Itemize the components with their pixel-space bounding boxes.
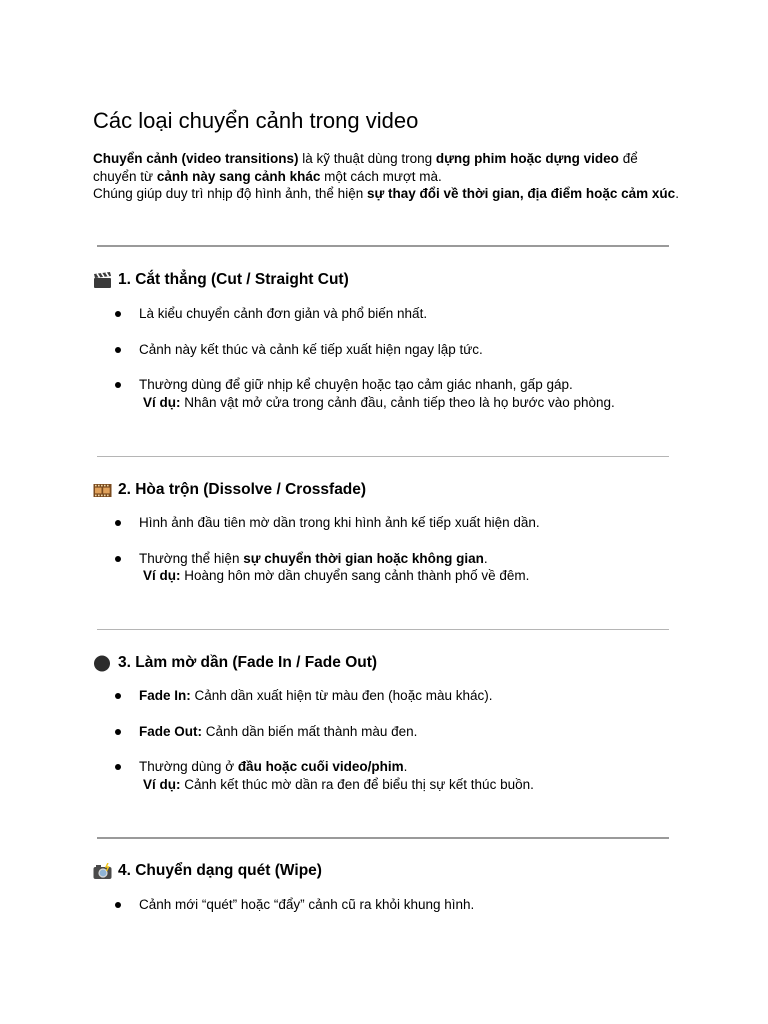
list-item — [139, 514, 699, 532]
film-frames-icon — [93, 482, 112, 499]
bullet — [115, 729, 121, 735]
intro-text: một cách mượt mà. — [320, 168, 442, 184]
section-list-cut — [139, 305, 699, 411]
list-item — [139, 376, 699, 411]
section-list-wipe — [139, 896, 699, 914]
list-item-text: Cảnh này kết thúc và cảnh kế tiếp xuất hiện ngay lập tức. — [139, 341, 483, 357]
list-item — [139, 305, 699, 323]
section-divider — [97, 456, 669, 457]
intro-text: . — [675, 186, 679, 201]
intro-bold-term: dựng phim hoặc dựng video — [435, 151, 619, 166]
example-line — [139, 567, 699, 585]
list-item-text: Thường dùng để giữ nhịp kể chuyện hoặc tạo cảm giác nhanh, gấp gáp. — [139, 377, 573, 392]
list-item-text: Cảnh dần xuất hiện từ màu đen (hoặc màu khác). — [190, 688, 493, 703]
section-heading-text: 3. Làm mờ dần (Fade In / Fade Out) — [118, 654, 378, 671]
list-item-text: Là kiểu chuyển cảnh đơn giản và phổ biến nhất. — [139, 306, 428, 321]
bullet — [115, 693, 121, 699]
list-item-bold: sự chuyển thời gian hoặc không gian — [243, 550, 484, 566]
section-heading-wipe — [93, 861, 322, 881]
example-text: Cảnh kết thúc mờ dần ra đen để biểu thị sự kết thúc buồn. — [180, 776, 534, 792]
list-item-text: . — [483, 550, 488, 566]
example-text: Hoàng hôn mờ dần chuyển sang cảnh thành phố về đêm. — [180, 568, 530, 583]
camera-flash-icon — [93, 863, 112, 880]
list-item-text: Thường thể hiện — [139, 550, 244, 566]
section-heading-dissolve — [93, 480, 366, 500]
list-item — [139, 896, 699, 914]
bullet — [115, 382, 121, 388]
section-heading-fade — [93, 653, 377, 673]
section-divider — [97, 629, 669, 630]
bullet — [115, 347, 121, 353]
list-item-bold: Fade In: — [139, 688, 191, 703]
list-item — [139, 341, 699, 359]
list-item-text: Hình ảnh đầu tiên mờ dần trong khi hình ảnh kế tiếp xuất hiện dần. — [139, 515, 540, 530]
list-item-text: Thường dùng ở — [139, 759, 238, 774]
section-divider — [97, 245, 669, 247]
intro-line-1 — [93, 150, 683, 185]
page-title: Các loại chuyển cảnh trong video — [93, 108, 419, 133]
intro-line-2 — [93, 185, 683, 203]
section-heading-text: 2. Hòa trộn (Dissolve / Crossfade) — [118, 481, 367, 498]
list-item-text: Cảnh dần biến mất thành màu đen. — [202, 723, 418, 739]
section-heading-cut — [93, 270, 349, 290]
list-item — [139, 550, 699, 585]
section-heading-text: 4. Chuyển dạng quét (Wipe) — [118, 862, 322, 879]
bullet — [115, 520, 121, 526]
intro-paragraph — [93, 150, 683, 203]
intro-text: là kỹ thuật dùng trong — [298, 151, 436, 166]
bullet — [115, 556, 121, 562]
intro-bold-term: Chuyển cảnh (video transitions) — [93, 151, 299, 166]
bullet — [115, 902, 121, 908]
list-item-bold: đầu hoặc cuối video/phim — [237, 759, 404, 774]
intro-text: Chúng giúp duy trì nhịp độ hình ảnh, thể hiện — [93, 186, 367, 201]
bullet — [115, 311, 121, 317]
list-item — [139, 687, 699, 705]
section-list-fade — [139, 687, 699, 793]
black-circle-icon — [93, 655, 112, 672]
intro-text: để chuyển từ — [93, 151, 638, 184]
example-label: Ví dụ: — [143, 776, 181, 792]
clapperboard-icon — [93, 272, 112, 289]
example-line — [139, 776, 699, 794]
section-divider — [97, 837, 669, 839]
section-list-dissolve — [139, 514, 699, 585]
list-item-text: Cảnh mới “quét” hoặc “đẩy” cảnh cũ ra khỏi khung hình. — [139, 897, 475, 912]
intro-bold-term: cảnh này sang cảnh khác — [156, 168, 321, 184]
example-line — [139, 394, 699, 412]
list-item-bold: Fade Out: — [139, 723, 202, 739]
list-item — [139, 758, 699, 793]
bullet — [115, 764, 121, 770]
list-item-text: . — [403, 759, 408, 774]
section-heading-text: 1. Cắt thẳng (Cut / Straight Cut) — [118, 271, 349, 288]
example-text: Nhân vật mở cửa trong cảnh đầu, cảnh tiếp theo là họ bước vào phòng. — [180, 394, 615, 410]
intro-bold-term: sự thay đổi về thời gian, địa điểm hoặc cảm xúc — [366, 186, 676, 201]
example-label: Ví dụ: — [143, 568, 181, 583]
list-item — [139, 723, 699, 741]
example-label: Ví dụ: — [143, 394, 181, 410]
